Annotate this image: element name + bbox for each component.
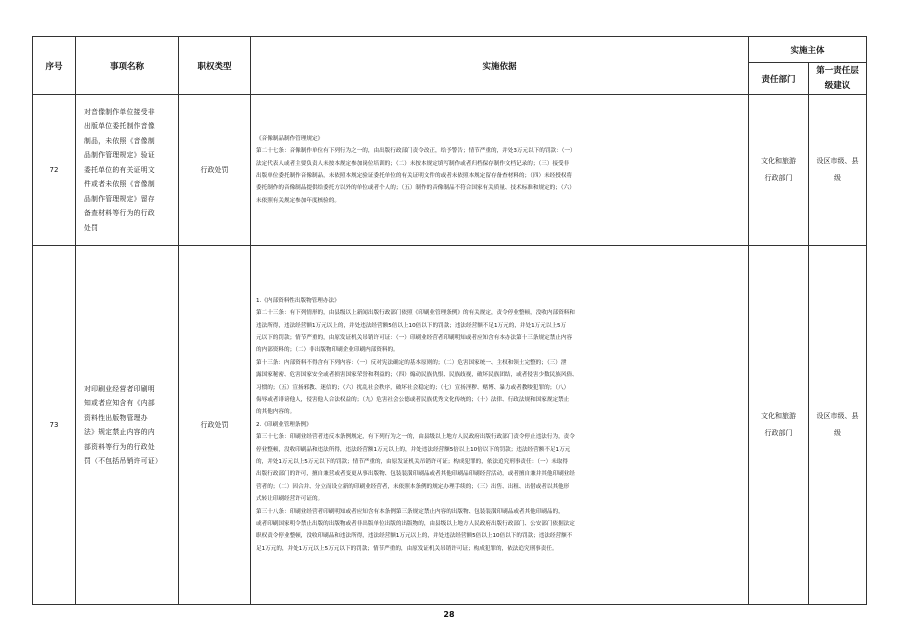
name-line: 罚（不包括吊销许可证） [84,457,163,465]
basis-line: 出版单位委托制作音像制品，未依照本规定验证委托单位的有关证明文件的或者未依照本规定留存备查材料的；（四）未经授权将 [256,173,573,179]
row-basis [251,246,749,605]
basis-line: 足1万元的，并处1万元以上5万元以下的罚款；情节严重的，由原发证机关吊销许可证；构成犯罪的，依法追究刑事责任。 [256,545,558,552]
row-item-name [84,382,170,469]
basis-line: 未依照有关规定参加年度核验的。 [256,197,340,204]
level-line1: 设区市级、县 [816,157,859,165]
header-level-line1: 第一责任层 [816,65,859,76]
header-seq: 序号 [33,37,76,95]
basis-line: 习惯的；（五）宣扬邪教、迷信的；（六）扰乱社会秩序，破坏社会稳定的；（七）宣扬淫秽、赌博、暴力或者教唆犯罪的；（八） [256,384,570,391]
basis-line: 违法所得，违法经营额1万元以上的，并处违法经营额5倍以上10倍以下的罚款；违法经营额不足1万元的，并处1万元以上5万 [256,322,567,329]
name-line: 对印刷业经营者印刷明 [84,384,155,393]
basis-line: 2.《印刷业管理条例》 [256,421,312,428]
basis-line: 第二十七条：音像制作单位有下列行为之一的，由出版行政部门责令改正，给予警告；情节严重的，并处3万元以下的罚款：（一） [256,148,576,155]
name-line: 处罚 [84,223,99,232]
row-seq: 73 [33,246,76,605]
basis-line: 停业整顿，没收印刷品和违法所得，违法经营额1万元以上的，并处违法经营额5倍以上10倍以下的罚款；违法经营额不足1万元 [256,446,571,453]
header-basis: 实施依据 [251,37,749,95]
basis-line: 第十三条：内部资料不得含有下列内容：（一）反对宪法确定的基本原则的；（二）危害国家统一、主权和领土完整的；（三）泄 [256,359,567,366]
header-authority-type: 职权类型 [179,37,251,95]
name-line: 制品，未依照《音像制 [84,136,155,145]
name-line: 对音像制作单位接受非 [84,107,155,116]
level-line2: 级 [834,429,841,437]
header-dept: 责任部门 [749,63,809,95]
level-line2: 级 [834,174,841,182]
dept-line2: 行政部门 [764,429,793,437]
header-item-name: 事项名称 [76,37,179,95]
basis-line: 元以下的罚款；情节严重的，由原发证机关吊销许可证：（一）印刷业经营者印刷明知或者应知含有本办法第十三条规定禁止内容 [256,334,573,341]
table-row [33,95,867,246]
basis-line: 第二十三条：有下列情形的，由县级以上新闻出版行政部门依照《印刷业管理条例》的有关规定，责令停业整顿，没收内部资料和 [256,310,575,317]
name-line: 备查材料等行为的行政 [84,209,155,218]
header-subject: 实施主体 [749,37,867,63]
basis-line: 的其他内容的。 [256,409,296,416]
table-row [33,246,867,605]
row-item-name-cell [76,95,179,246]
row-authority-type: 行政处罚 [179,95,251,246]
row-item-name [84,105,170,236]
row-basis [251,95,749,246]
name-line: 品制作管理规定》留存 [84,194,155,203]
name-line: 部资料等行为的行政处 [84,442,155,451]
basis-line: 侮辱或者诽谤他人，侵害他人合法权益的；（九）危害社会公德或者民族优秀文化传统的；（十）法律、行政法规和国家规定禁止 [256,396,570,403]
row-level [809,246,867,605]
dept-line1: 文化和旅游 [761,412,796,420]
header-row [33,37,867,63]
basis-line: 委托制作的音像制品提供给委托方以外的单位或者个人的；（五）制作的音像制品不符合国家有关质量、技术标准和规定的；（六） [256,185,575,192]
basis-line: 式转让印刷经营许可证的。 [256,496,324,503]
row-dept [749,246,809,605]
basis-line: 《音像制品制作管理规定》 [256,135,324,142]
name-line: 件或者未依照《音像制 [84,180,155,189]
header-level-line2: 级建议 [824,80,851,91]
name-line: 出版单位委托制作音像 [84,122,155,131]
row-dept [749,95,809,246]
level-line1: 设区市级、县 [816,412,859,420]
header-level [809,63,867,95]
name-line: 资料性出版物管理办 [84,413,148,422]
name-line: 知或者应知含有《内部 [84,399,155,407]
basis-line: 或者印刷国家明令禁止出版的出版物或者非出版单位出版的出版物的，由县级以上地方人民政府出版行政部门、公安部门依据法定 [256,521,575,528]
basis-line: 第三十七条：印刷业经营者违反本条例规定，有下列行为之一的，由县级以上地方人民政府出版行政部门责令停止违法行为，责令 [256,434,575,441]
basis-line: 法定代表人或者主要负责人未按本规定参加岗位培训的；（二）未按本规定填写制作或者归档保存制作文档记录的；（三）接受非 [256,160,570,167]
row-seq: 72 [33,95,76,246]
name-line: 法》规定禁止内容的内 [84,428,155,436]
basis-line: 的内部资料的；（二）非出版物印刷企业印刷内部资料的。 [256,347,399,354]
basis-line: 的，并处1万元以上5万元以下的罚款；情节严重的，由原发证机关吊销许可证；构成犯罪的，依法追究刑事责任：（一）未取得 [256,459,568,466]
basis-line: 露国家秘密、危害国家安全或者损害国家荣誉和利益的；（四）煽动民族仇恨、民族歧视，破坏民族团结，或者侵害少数民族风俗、 [256,372,578,379]
row-level [809,95,867,246]
dept-line2: 行政部门 [764,174,793,182]
row-item-name-cell [76,246,179,605]
name-line: 委托单位的有关证明文 [84,165,155,174]
basis-line: 1.《内部资料性出版物管理办法》 [256,297,340,304]
row-authority-type: 行政处罚 [179,246,251,605]
regulation-table [32,36,867,605]
page-number: 28 [443,610,455,619]
basis-line: 第三十八条：印刷业经营者印刷明知或者应知含有本条例第三条规定禁止内容的出版物、包装装潢印刷品或者其他印刷品的， [256,508,564,515]
basis-line: 出版行政部门的许可，擅自兼营或者变更从事出版物、包装装潢印刷品或者其他印刷品印刷经营活动，或者擅自兼并其他印刷业经 [256,471,575,478]
basis-line: 营者的；（二）因合并、分立而设立新的印刷业经营者，未依照本条例的规定办理手续的；（三）出售、出租、出借或者以其他形 [256,483,570,490]
name-line: 品制作管理规定》验证 [84,151,155,160]
basis-line: 职权责令停业整顿，没收印刷品和违法所得，违法经营额1万元以上的，并处违法经营额5倍以上10倍以下的罚款；违法经营额不 [256,533,573,540]
dept-line1: 文化和旅游 [761,157,796,165]
